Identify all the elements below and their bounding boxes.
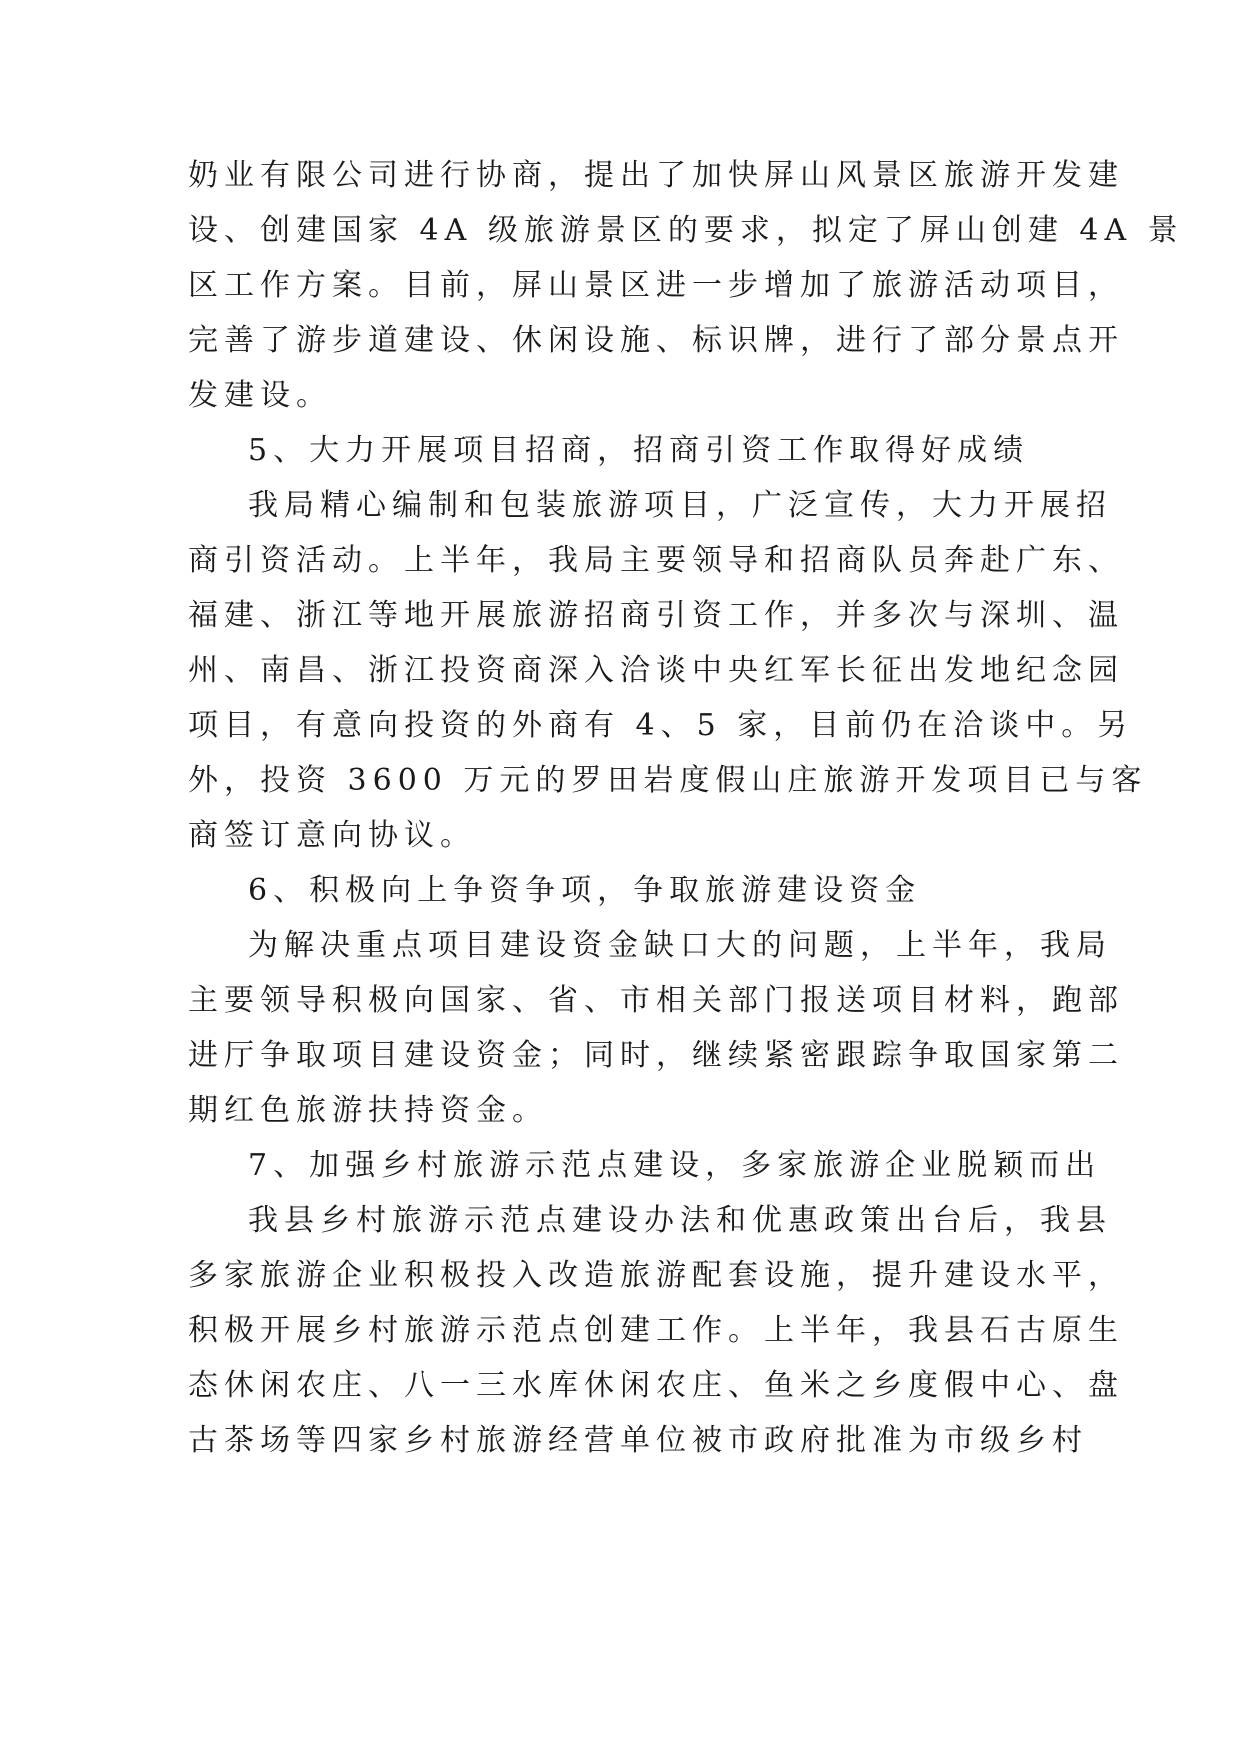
- body-line: 设、创建国家 4A 级旅游景区的要求，拟定了屏山创建 4A 景: [188, 213, 1184, 248]
- paragraph-start-line: 我县乡村旅游示范点建设办法和优惠政策出台后，我县: [248, 1203, 1112, 1238]
- paragraph-start-line: 为解决重点项目建设资金缺口大的问题，上半年，我局: [248, 928, 1112, 963]
- body-line: 区工作方案。目前，屏山景区进一步增加了旅游活动项目，: [188, 268, 1124, 303]
- body-line: 进厅争取项目建设资金；同时，继续紧密跟踪争取国家第二: [188, 1038, 1124, 1073]
- body-line: 项目，有意向投资的外商有 4、5 家，目前仍在洽谈中。另: [188, 708, 1134, 743]
- section-heading: 5、大力开展项目招商，招商引资工作取得好成绩: [248, 433, 1030, 468]
- body-line: 期红色旅游扶持资金。: [188, 1093, 548, 1128]
- body-line: 外，投资 3600 万元的罗田岩度假山庄旅游开发项目已与客: [188, 763, 1148, 798]
- body-line: 州、南昌、浙江投资商深入洽谈中央红军长征出发地纪念园: [188, 653, 1124, 688]
- body-line: 完善了游步道建设、休闲设施、标识牌，进行了部分景点开: [188, 323, 1124, 358]
- body-line: 多家旅游企业积极投入改造旅游配套设施，提升建设水平，: [188, 1258, 1124, 1293]
- paragraph-start-line: 我局精心编制和包装旅游项目，广泛宣传，大力开展招: [248, 488, 1112, 523]
- section-heading: 6、积极向上争资争项，争取旅游建设资金: [248, 873, 922, 908]
- body-line: 古茶场等四家乡村旅游经营单位被市政府批准为市级乡村: [188, 1423, 1088, 1458]
- section-heading: 7、加强乡村旅游示范点建设，多家旅游企业脱颖而出: [248, 1148, 1102, 1183]
- body-line: 商引资活动。上半年，我局主要领导和招商队员奔赴广东、: [188, 543, 1124, 578]
- body-line: 福建、浙江等地开展旅游招商引资工作，并多次与深圳、温: [188, 598, 1124, 633]
- body-line: 积极开展乡村旅游示范点创建工作。上半年，我县石古原生: [188, 1313, 1124, 1348]
- body-line: 奶业有限公司进行协商，提出了加快屏山风景区旅游开发建: [188, 158, 1124, 193]
- body-line: 态休闲农庄、八一三水库休闲农庄、鱼米之乡度假中心、盘: [188, 1368, 1124, 1403]
- body-line: 主要领导积极向国家、省、市相关部门报送项目材料，跑部: [188, 983, 1124, 1018]
- body-line: 发建设。: [188, 378, 332, 413]
- body-line: 商签订意向协议。: [188, 818, 476, 853]
